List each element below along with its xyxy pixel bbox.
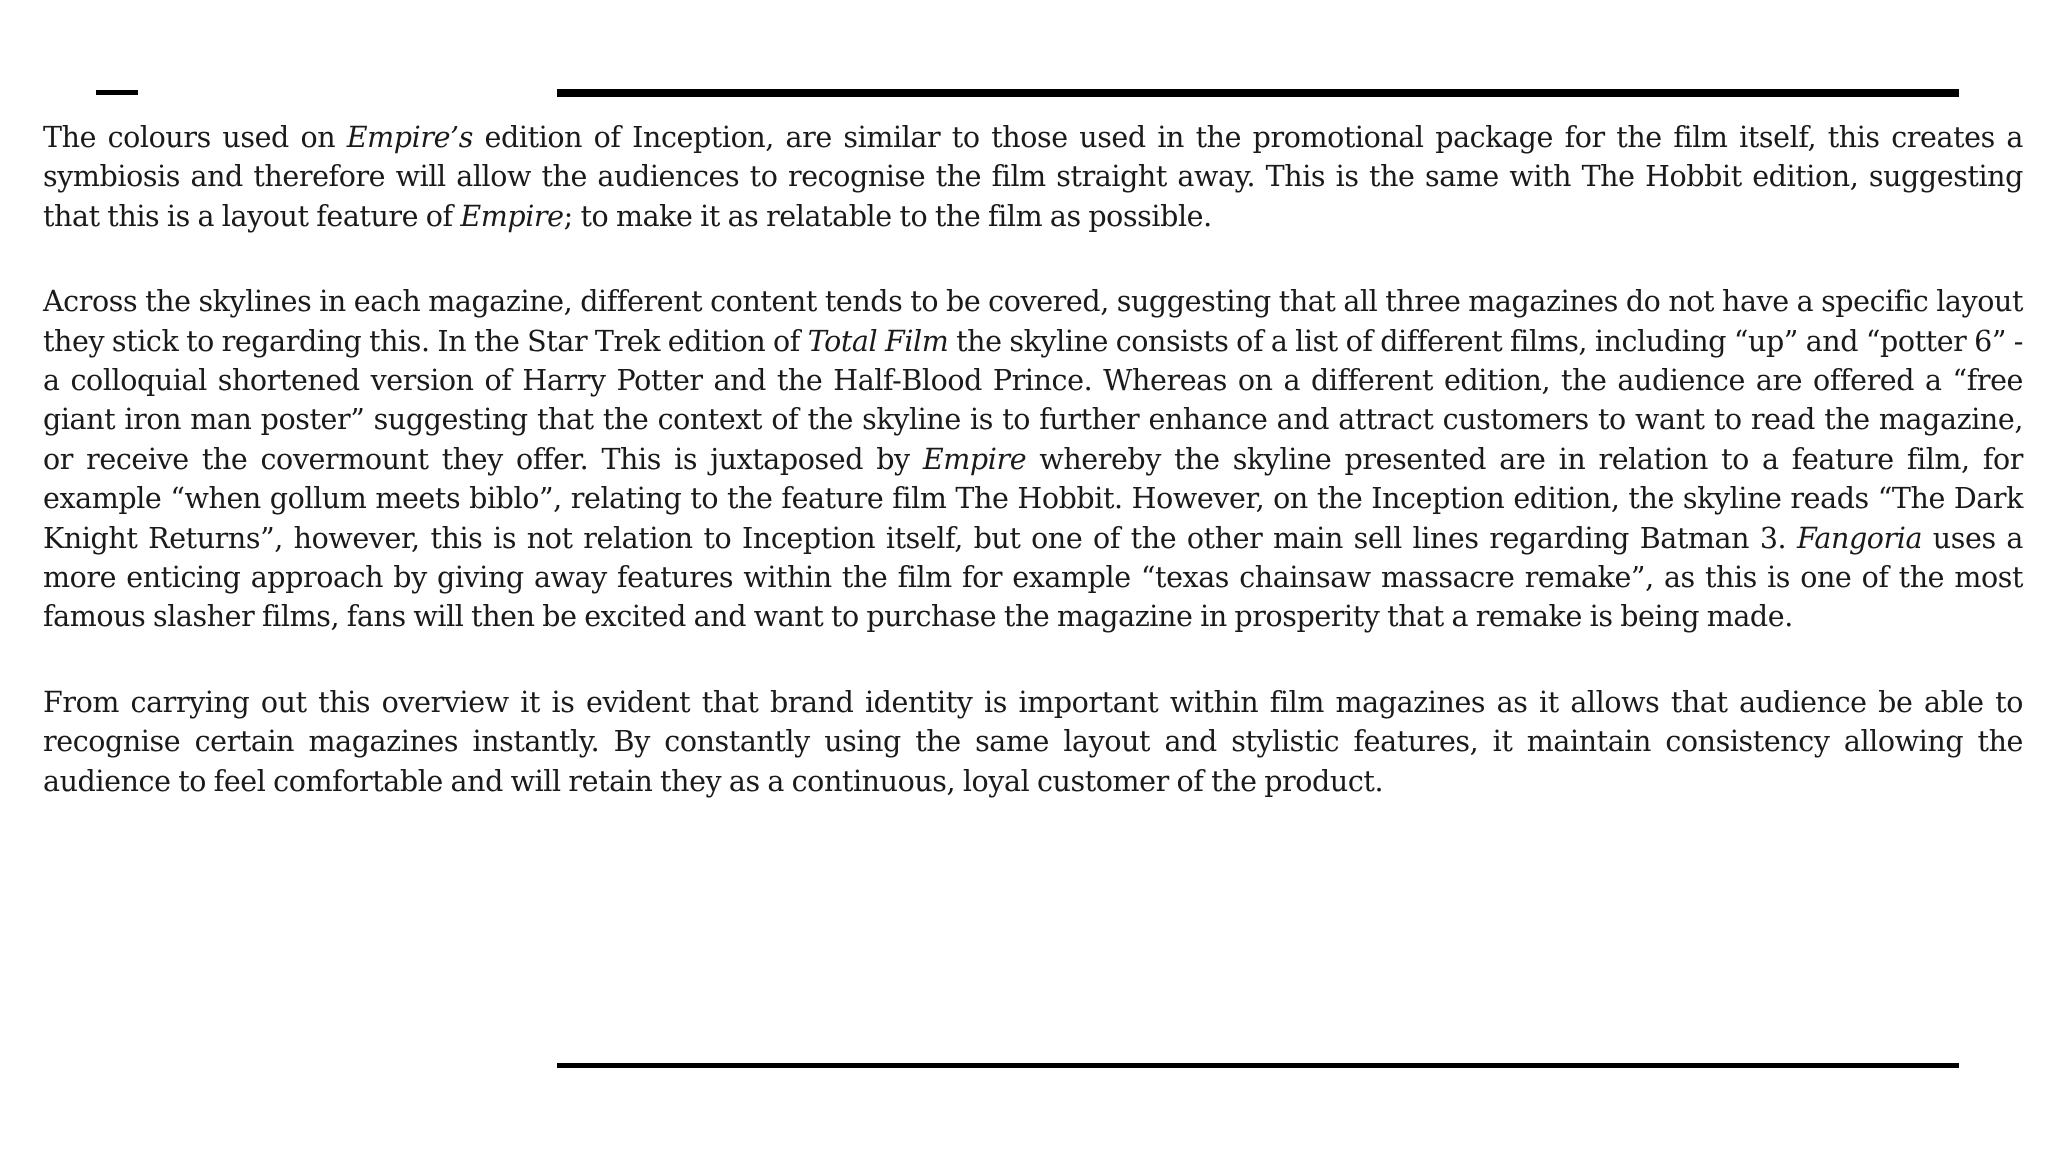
paragraph-segment: From carrying out this overview it is evident that brand identity is important within film magazines as it allows that audience be able to recognise certain magazines instantly. By constantly using the same layout and stylistic features, it maintain consistency allowing the audience to feel comfortable and will retain they as a continuous, loyal customer of the product. (43, 685, 2023, 798)
paragraph-skylines (43, 282, 2023, 637)
paragraph-segment: Across the skylines in each magazine, different content tends to be covered, suggesting that all three magazines do not have a specific layout they stick to regarding this. In the Star Trek edition of (43, 285, 2023, 358)
accent-dash (96, 90, 138, 95)
paragraph-segment: The colours used on (43, 121, 347, 154)
body-text (43, 118, 2023, 847)
paragraph-segment: edition of Inception, are similar to those used in the promotional package for the film itself, this creates a symbiosis and therefore will allow the audiences to recognise the film straight away. This is the same with The Hobbit edition, suggesting that this is a layout feature of (43, 121, 2023, 233)
magazine-title-empire: Empire (460, 199, 564, 233)
paragraph-segment: the skyline consists of a list of different films, including “up” and “potter 6” - a colloquial shortened version of Harry Potter and the Half-Blood Prince. Whereas on a different edition, the audience are offered a “free giant iron man poster” suggesting that the context of the skyline is to further enhance and attract customers to want to read the magazine, or receive the covermount they offer. This is juxtaposed by (43, 324, 2023, 476)
magazine-title-empire-possessive: Empire’s (346, 121, 473, 154)
paragraph-segment: ; to make it as relatable to the film as possible. (563, 199, 1212, 233)
magazine-title-empire: Empire (922, 442, 1027, 476)
top-divider-line (557, 89, 1959, 97)
paragraph-segment: whereby the skyline presented are in relation to a feature film, for example “when gollum meets biblo”, relating to the feature film The Hobbit. However, on the Inception edition, the skyline reads “The Dark Knight Returns”, however, this is not relation to Inception itself, but one of the other main sell lines regarding Batman 3. (43, 442, 2023, 555)
magazine-title-fangoria: Fangoria (1796, 521, 1923, 555)
paragraph-conclusion (43, 683, 2023, 801)
paragraph-colours (43, 118, 2023, 236)
magazine-title-total-film: Total Film (807, 324, 949, 358)
paragraph-segment: uses a more enticing approach by giving away features within the film for example “texas chainsaw massacre remake”, as this is one of the most famous slasher films, fans will then be excited and want to purchase the magazine in prosperity that a remake is being made. (43, 521, 2023, 634)
bottom-divider-line (557, 1063, 1959, 1068)
